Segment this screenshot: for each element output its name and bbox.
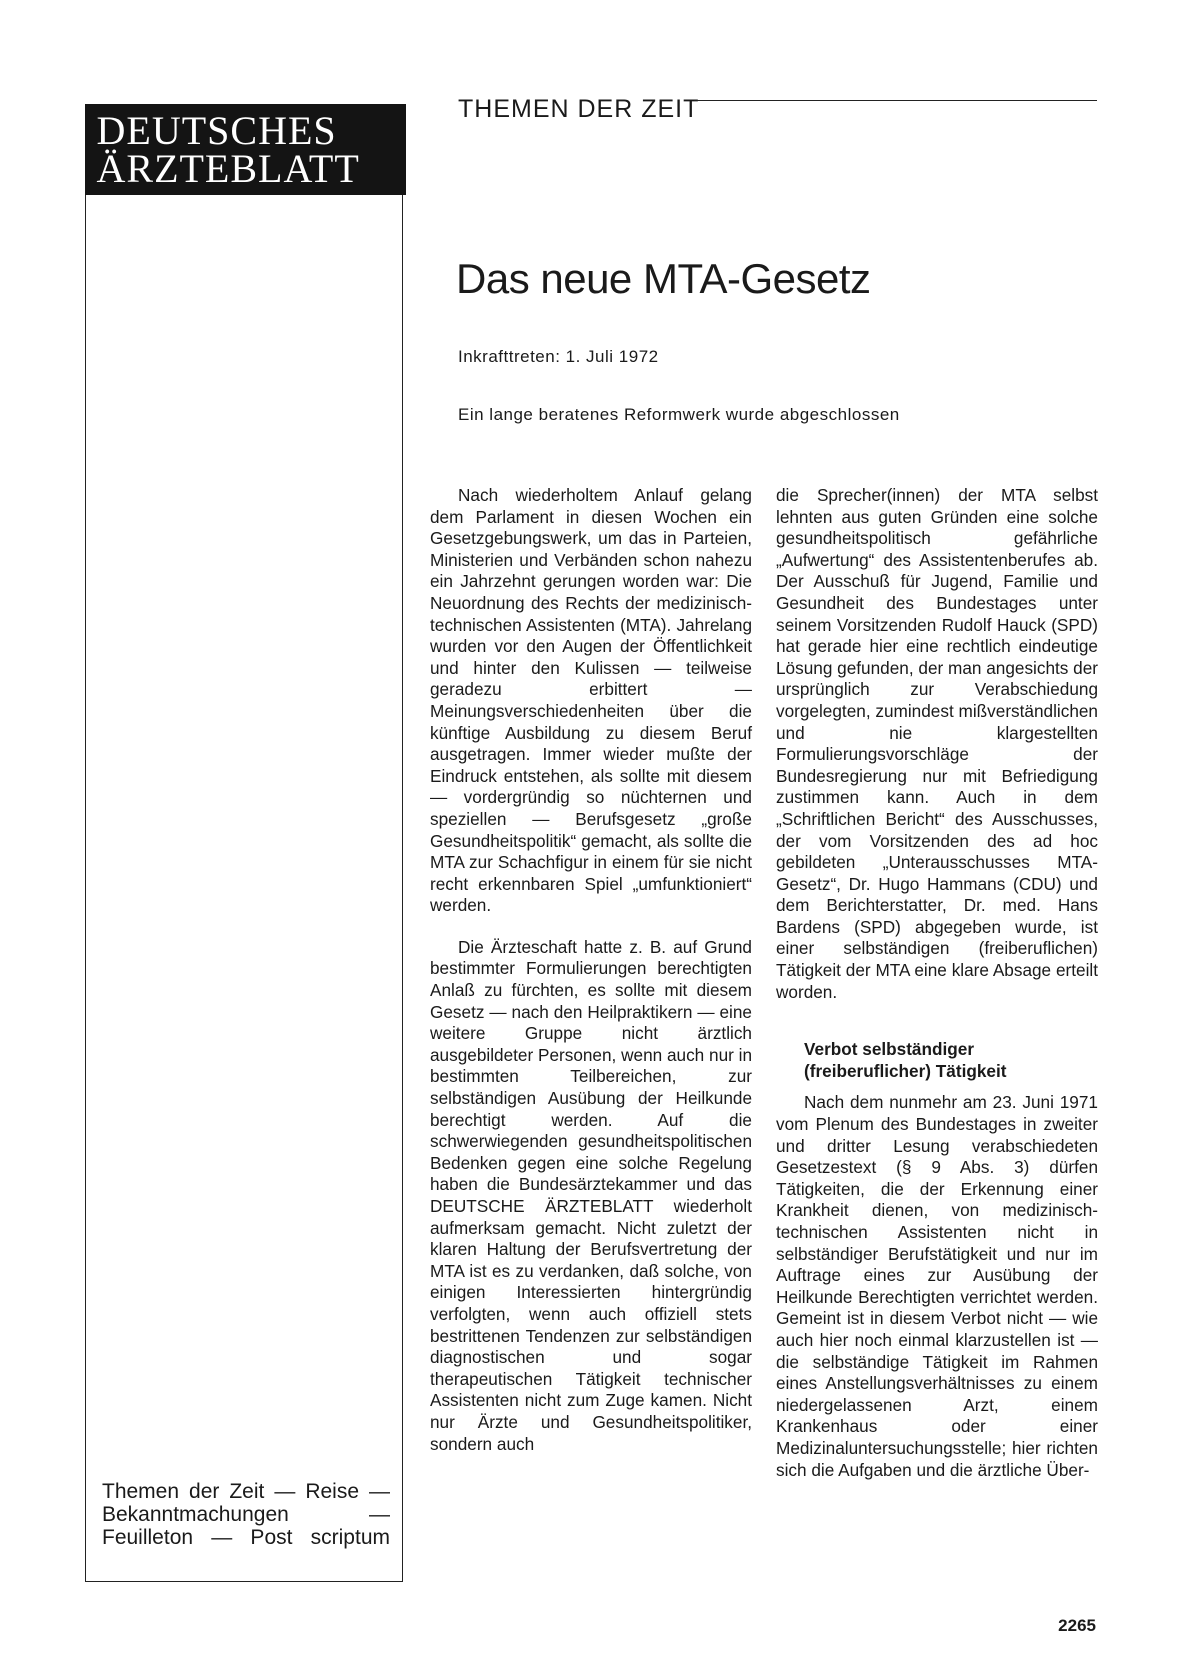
masthead-line-2: ÄRZTEBLATT	[96, 146, 360, 191]
effective-date: Inkrafttreten: 1. Juli 1972	[458, 347, 659, 366]
paragraph: Nach wiederholtem Anlauf gelang dem Parlament in diesen Wochen ein Gesetzgebungswerk, um das in Parteien, Ministerien und Verbänden schon nahezu ein Jahrzehnt gerungen worden war: Die Neuordnung des Rechts der medizinisch-technischen Assistenten (MTA). Jahrelang wurden vor den Augen der Öffentlichkeit und hinter den Kulissen — teilweise geradezu erbittert — Meinungsverschiedenheiten über die künftige Ausbildung zu diesem Beruf ausgetragen. Immer wieder mußte der Eindruck entstehen, als sollte mit diesem — vordergründig so nüchternen und speziellen — Berufsgesetz „große Gesundheitspolitik“ gemacht, als sollte die MTA zur Schachfigur in einem für sie nicht recht erkennbaren Spiel „umfunktioniert“ werden.	[430, 485, 752, 916]
column-1	[430, 485, 752, 1455]
header-rule	[694, 100, 1097, 101]
sidebar-section-list: Themen der Zeit — Reise — Bekanntmachungen — Feuilleton — Post scriptum	[102, 1480, 390, 1549]
paragraph: die Sprecher(innen) der MTA selbst lehnten aus guten Gründen eine solche gesundheitspolitisch gefährliche „Aufwertung“ des Assistentenberufes ab. Der Ausschuß für Jugend, Familie und Gesundheit des Bundestages unter seinem Vorsitzenden Rudolf Hauck (SPD) hat gerade hier eine rechtlich eindeutige Lösung gefunden, der man angesichts der ursprünglich zur Verabschiedung vorgelegten, zumindest mißverständlichen und nie klargestellten Formulierungsvorschläge der Bundesregierung nur mit Befriedigung zustimmen kann. Auch in dem „Schriftlichen Bericht“ des Ausschusses, der vom Vorsitzenden des ad hoc gebildeten „Unterausschusses MTA-Gesetz“, Dr. Hugo Hammans (CDU) und dem Berichterstatter, Dr. med. Hans Bardens (SPD) abgegeben wurde, ist einer selbständigen (freiberuflichen) Tätigkeit der MTA eine klare Absage erteilt worden.	[776, 485, 1099, 1002]
masthead-line-1: DEUTSCHES	[96, 108, 337, 153]
article-subtitle: Ein lange beratenes Reformwerk wurde abgeschlossen	[458, 405, 900, 424]
section-heading: Verbot selbständiger (freiberuflicher) Tätigkeit	[804, 1039, 1007, 1081]
paragraph: Die Ärzteschaft hatte z. B. auf Grund bestimmter Formulierungen berechtigten Anlaß zu fürchten, es sollte mit diesem Gesetz — nach den Heilpraktikern — eine weitere Gruppe nicht ärztlich ausgebildeter Personen, wenn auch nur in bestimmten Teilbereichen, zur selbständigen Ausübung der Heilkunde berechtigt werden. Auf die schwerwiegenden gesundheitspolitischen Bedenken gegen eine solche Regelung haben die Bundesärztekammer und das DEUTSCHE ÄRZTEBLATT wiederholt aufmerksam gemacht. Nicht zuletzt der klaren Haltung der Berufsvertretung der MTA ist es zu verdanken, daß solche, von einigen Interessierten hintergründig verfolgten, wenn auch offiziell stets bestrittenen Tendenzen zur selbständigen diagnostischen und sogar therapeutischen Tätigkeit technischer Assistenten nicht zum Zuge kamen. Nicht nur Ärzte und Gesundheitspolitiker, sondern auch	[430, 936, 753, 1454]
paragraph: Nach dem nunmehr am 23. Juni 1971 vom Plenum des Bundestages in zweiter und dritter Lesung verabschiedeten Gesetzestext (§ 9 Abs. 3) dürfen Tätigkeiten, die der Erkennung einer Krankheit dienen, von medizinisch-technischen Assistenten nicht in selbständiger Berufstätigkeit und nur im Auftrage eines zur Ausübung der Heilkunde Berechtigten verrichtet werden. Gemeint ist in diesem Verbot nicht — wie auch hier noch einmal klarzustellen ist — die selbständige Tätigkeit im Rahmen eines Anstellungsverhältnisses zu einem niedergelassenen Arzt, einem Krankenhaus oder einer Medizinaluntersuchungsstelle; hier richten sich die Aufgaben und die ärztliche Über-	[776, 1092, 1098, 1480]
masthead-logo	[85, 104, 406, 195]
section-label: THEMEN DER ZEIT	[458, 95, 700, 123]
article-title: Das neue MTA-Gesetz	[456, 255, 871, 302]
sidebar	[85, 104, 403, 1582]
column-2	[776, 485, 1098, 1481]
page-number: 2265	[1058, 1616, 1096, 1635]
